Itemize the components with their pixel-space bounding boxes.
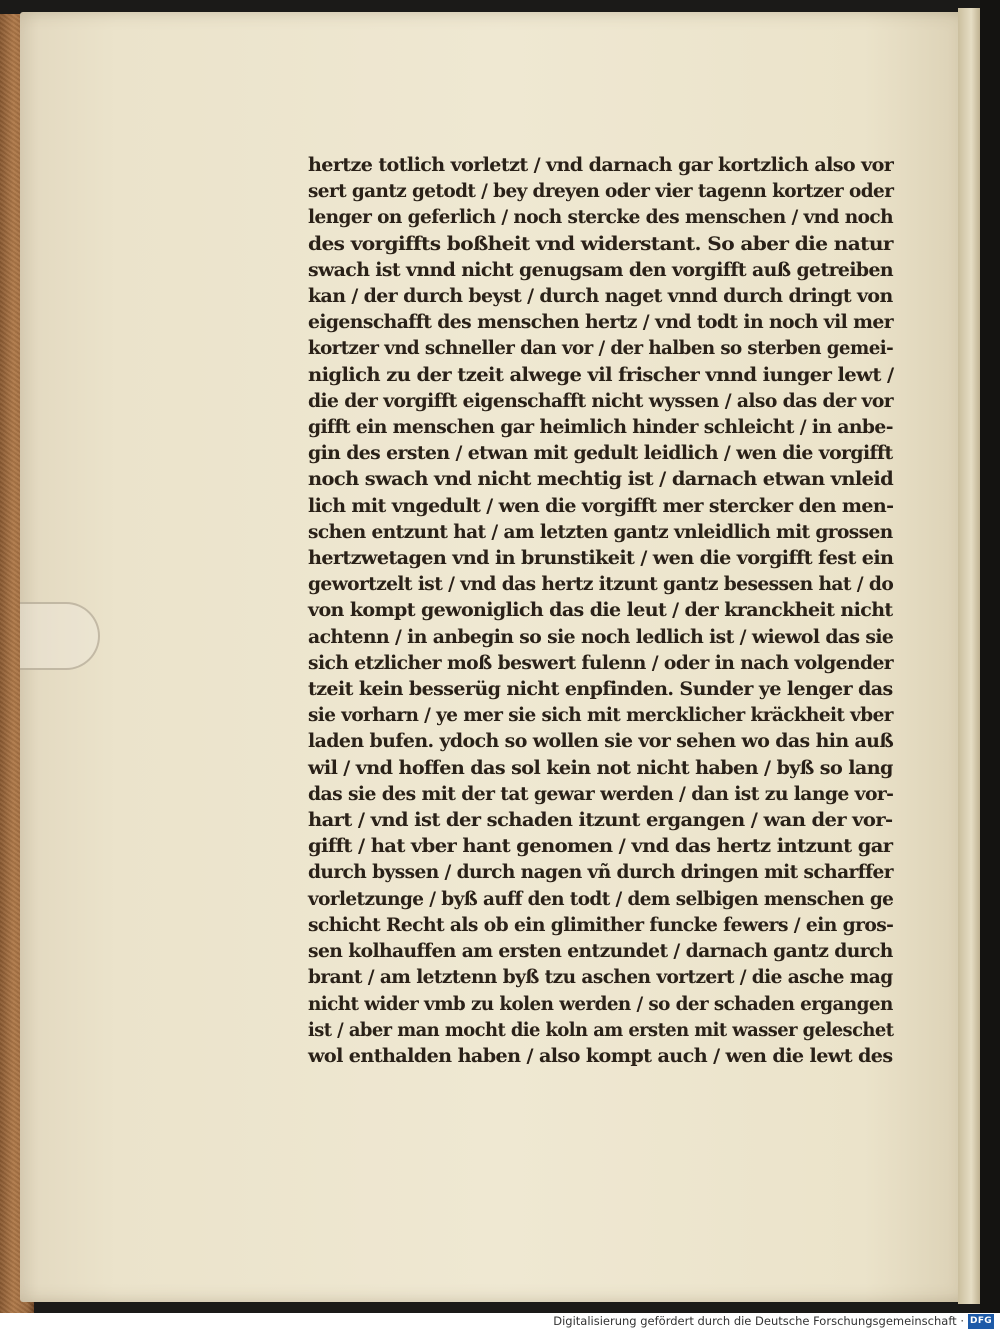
text-line: swach ist vnnd nicht genugsam den vorgifft auß getreiben: [308, 258, 894, 281]
book-page: [20, 12, 980, 1302]
text-line: sert gantz getodt / bey dreyen oder vier tagenn kortzer oder: [308, 180, 894, 203]
text-line: gifft ein menschen gar heimlich hinder schleicht / in anbe-: [308, 416, 893, 439]
text-line: die der vorgifft eigenschafft nicht wyssen / also das der vor: [308, 389, 894, 412]
text-line: hart / vnd ist der schaden itzunt ergangen / wan der vor-: [308, 809, 893, 832]
text-line: des vorgiffts boßheit vnd widerstant. So aber die natur: [308, 232, 893, 255]
text-line: niglich zu der tzeit alwege vil frischer vnnd iunger lewt /: [308, 363, 894, 386]
scan-border: [980, 0, 1000, 1313]
text-line: lich mit vngedult / wen die vorgifft mer stercker den men-: [308, 494, 894, 517]
text-line: durch byssen / durch nagen vñ durch dringen mit scharffer: [308, 861, 893, 884]
text-line: achtenn / in anbegin so sie noch ledlich ist / wiewol das sie: [308, 625, 894, 648]
page-gutter: [958, 8, 980, 1304]
text-line: schicht Recht als ob ein glimither funcke fewers / ein gros-: [308, 913, 894, 936]
text-line: vorletzunge / byß auff den todt / dem selbigen menschen ge: [308, 887, 894, 910]
text-line: noch swach vnd nicht mechtig ist / darnach etwan vnleid: [308, 468, 894, 491]
text-line: gifft / hat vber hant genomen / vnd das hertz intzunt gar: [308, 835, 893, 858]
text-line: hertze totlich vorletzt / vnd darnach gar kortzlich also vor: [308, 154, 894, 176]
dfg-logo-icon: DFG: [968, 1314, 994, 1329]
funding-credit: Digitalisierung gefördert durch die Deutsche Forschungsgemeinschaft ·: [553, 1314, 964, 1328]
text-line: nicht wider vmb zu kolen werden / so der schaden ergangen: [308, 992, 893, 1015]
text-line: wil / vnd hoffen das sol kein not nicht haben / byß so lang: [308, 756, 893, 779]
text-line: wol enthalden haben / also kompt auch / wen die lewt des: [308, 1044, 893, 1067]
text-line: hertzwetagen vnd in brunstikeit / wen die vorgifft fest ein: [308, 547, 894, 570]
text-line: ist / aber man mocht die koln am ersten mit wasser geleschet: [308, 1018, 894, 1041]
text-line: kortzer vnd schneller dan vor / der halben so sterben gemei-: [308, 337, 894, 360]
text-line: tzeit kein besserüg nicht enpfinden. Sunder ye lenger das: [308, 678, 893, 701]
text-line: schen entzunt hat / am letzten gantz vnleidlich mit grossen: [308, 520, 893, 543]
text-line: sie vorharn / ye mer sie sich mit mercklicher kräckheit vber: [308, 704, 893, 727]
text-line: von kompt gewoniglich das die leut / der kranckheit nicht: [308, 599, 893, 622]
text-block: [308, 152, 893, 1069]
page-marker-tab: [20, 602, 100, 670]
text-line: gin des ersten / etwan mit gedult leidlich / wen die vorgifft: [308, 442, 893, 465]
text-line: gewortzelt ist / vnd das hertz itzunt gantz besessen hat / do: [308, 573, 894, 596]
text-line: sen kolhauffen am ersten entzundet / darnach gantz durch: [308, 940, 893, 963]
text-line: sich etzlicher moß beswert fulenn / oder in nach volgender: [308, 651, 894, 674]
text-line: eigenschafft des menschen hertz / vnd todt in noch vil mer: [308, 311, 894, 334]
text-line: kan / der durch beyst / durch naget vnnd durch dringt von: [308, 285, 893, 308]
text-line: brant / am letztenn byß tzu aschen vortzert / die asche mag: [308, 966, 893, 989]
text-line: das sie des mit der tat gewar werden / dan ist zu lange vor-: [308, 782, 894, 805]
text-line: lenger on geferlich / noch stercke des menschen / vnd noch: [308, 206, 894, 229]
text-line: laden bufen. ydoch so wollen sie vor sehen wo das hin auß: [308, 730, 894, 753]
footer-bar: [0, 1313, 1000, 1331]
